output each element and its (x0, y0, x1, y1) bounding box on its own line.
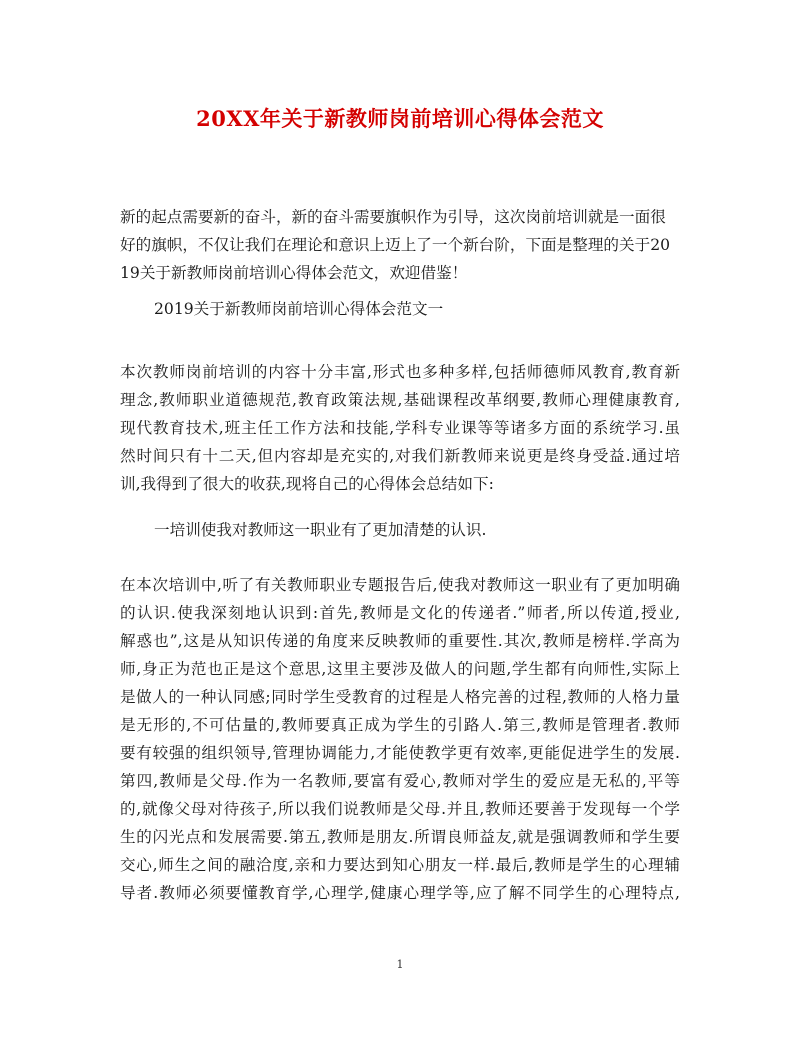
body1-line: 本次教师岗前培训的内容十分丰富,形式也多种多样,包括师德师风教育,教育新 (120, 363, 680, 381)
body1-line: 现代教育技术,班主任工作方法和技能,学科专业课等等诸多方面的系统学习.虽 (120, 419, 680, 437)
body2-line: 解惑也”,这是从知识传递的角度来反映教师的重要性.其次,教师是榜样.学高为 (120, 632, 680, 650)
body2-line: 是做人的一种认同感;同时学生受教育的过程是人格完善的过程,教师的人格力量 (120, 688, 680, 706)
body-paragraph-2 (120, 571, 680, 907)
body2-line: 在本次培训中,听了有关教师职业专题报告后,使我对教师这一职业有了更加明确 (120, 576, 680, 594)
body1-line: 训,我得到了很大的收获,现将自己的心得体会总结如下: (120, 475, 494, 493)
body2-line: 师,身正为范也正是这个意思,这里主要涉及做人的问题,学生都有向师性,实际上 (120, 660, 680, 678)
body2-line: 交心,师生之间的融洽度,亲和力要达到知心朋友一样.最后,教师是学生的心理辅 (120, 856, 680, 874)
body-paragraph-1 (120, 358, 680, 498)
body2-line: 生的闪光点和发展需要.第五,教师是朋友.所谓良师益友,就是强调教师和学生要 (120, 828, 680, 846)
intro-paragraph (120, 203, 680, 287)
body1-line: 理念,教师职业道德规范,教育政策法规,基础课程改革纲要,教师心理健康教育, (120, 391, 680, 409)
body2-line: 第四,教师是父母.作为一名教师,要富有爱心,教师对学生的爱应是无私的,平等 (120, 772, 680, 790)
subheading: 一培训使我对教师这一职业有了更加清楚的认识. (154, 521, 487, 539)
document-title: 20XX年关于新教师岗前培训心得体会范文 (196, 106, 604, 131)
page-number: 1 (396, 958, 404, 971)
intro-line: 好的旗帜，不仅让我们在理论和意识上迈上了一个新台阶，下面是整理的关于20 (120, 236, 671, 254)
body2-line: 要有较强的组织领导,管理协调能力,才能使教学更有效率,更能促进学生的发展. (120, 744, 680, 762)
body2-line: 是无形的,不可估量的,教师要真正成为学生的引路人.第三,教师是管理者.教师 (120, 716, 680, 734)
body1-line: 然时间只有十二天,但内容却是充实的,对我们新教师来说更是终身受益.通过培 (120, 447, 680, 465)
intro-line: 新的起点需要新的奋斗，新的奋斗需要旗帜作为引导，这次岗前培训就是一面很 (120, 208, 666, 226)
body2-line: 的,就像父母对待孩子,所以我们说教师是父母.并且,教师还要善于发现每一个学 (120, 800, 680, 818)
body2-line: 的认识.使我深刻地认识到:首先,教师是文化的传递者.”师者,所以传道,授业, (120, 604, 680, 622)
body2-line: 导者.教师必须要懂教育学,心理学,健康心理学等,应了解不同学生的心理特点, (120, 884, 680, 902)
intro-line: 19关于新教师岗前培训心得体会范文，欢迎借鉴！ (120, 264, 468, 282)
section-title: 2019关于新教师岗前培训心得体会范文一 (154, 300, 444, 318)
